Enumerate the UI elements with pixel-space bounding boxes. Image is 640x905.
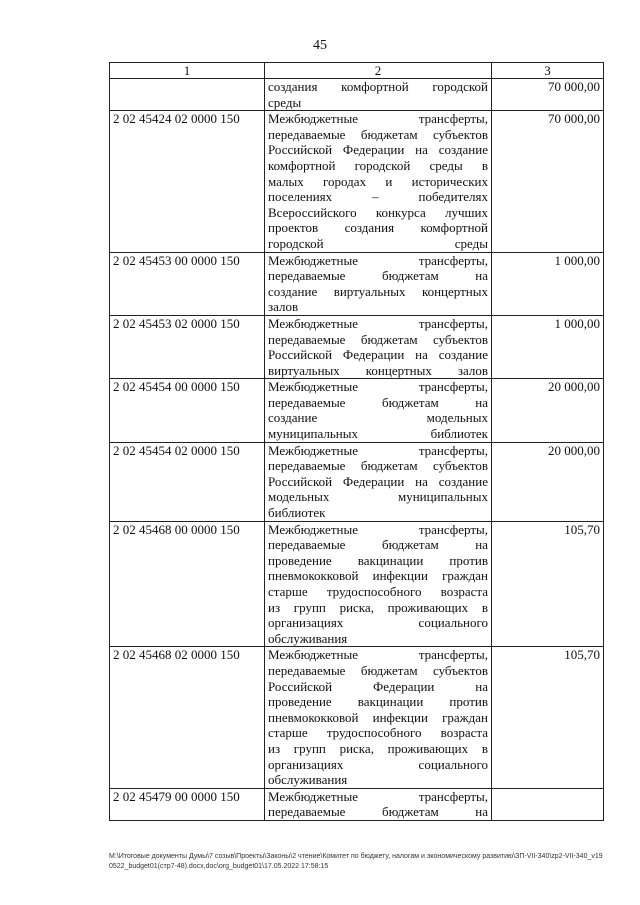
description-line: малых городах и исторических: [268, 173, 488, 189]
revenue-description: [265, 788, 492, 820]
budget-code: 2 02 45453 02 0000 150: [110, 315, 265, 378]
description-line: создание виртуальных концертных: [268, 283, 488, 299]
budget-code: 2 02 45453 00 0000 150: [110, 252, 265, 315]
description-line: муниципальных библиотек: [268, 426, 488, 442]
description-line: Межбюджетные трансферты,: [268, 379, 488, 395]
description-line: пневмококковой инфекции граждан: [268, 709, 488, 725]
revenue-description: [265, 442, 492, 521]
budget-table: [109, 62, 604, 821]
description-line: обслуживания: [268, 630, 348, 646]
description-line: обслуживания: [268, 772, 348, 788]
description-line: передаваемые бюджетам субъектов: [268, 458, 488, 474]
table-row: [110, 442, 604, 521]
description-line: организациях социального: [268, 615, 488, 631]
description-line: организациях социального: [268, 756, 488, 772]
description-line: Межбюджетные трансферты,: [268, 788, 488, 804]
description-line: передаваемые бюджетам на: [268, 537, 488, 553]
amount-value: 1 000,00: [492, 315, 604, 378]
page-number: 45: [313, 38, 327, 53]
description-line: Российской Федерации на создание: [268, 473, 488, 489]
description-line: передаваемые бюджетам на: [268, 268, 488, 284]
table-row: [110, 647, 604, 788]
table-header-row: [110, 63, 604, 79]
description-line: Межбюджетные трансферты,: [268, 252, 488, 268]
description-line: Российской Федерации на создание: [268, 347, 488, 363]
description-line: Межбюджетные трансферты,: [268, 315, 488, 331]
amount-value: [492, 788, 604, 820]
revenue-description: [265, 647, 492, 788]
description-line: виртуальных концертных залов: [268, 362, 488, 378]
amount-value: 105,70: [492, 647, 604, 788]
column-header-2: 2: [265, 63, 492, 79]
description-line: Межбюджетные трансферты,: [268, 521, 488, 537]
table-row: [110, 788, 604, 820]
table-row: [110, 315, 604, 378]
amount-value: 70 000,00: [492, 79, 604, 111]
amount-value: 1 000,00: [492, 252, 604, 315]
budget-code: 2 02 45468 02 0000 150: [110, 647, 265, 788]
description-line: модельных муниципальных: [268, 489, 488, 505]
revenue-description: [265, 252, 492, 315]
budget-code: 2 02 45424 02 0000 150: [110, 111, 265, 252]
description-line: Межбюджетные трансферты,: [268, 442, 488, 458]
revenue-description: [265, 111, 492, 252]
amount-value: 70 000,00: [492, 111, 604, 252]
description-line: передаваемые бюджетам субъектов: [268, 126, 488, 142]
description-line: передаваемые бюджетам на: [268, 394, 488, 410]
description-line: из групп риска, проживающих в: [268, 740, 488, 756]
amount-value: 20 000,00: [492, 442, 604, 521]
description-line: старше трудоспособного возраста: [268, 725, 488, 741]
description-line: проведение вакцинации против: [268, 552, 488, 568]
description-line: создание модельных: [268, 410, 488, 426]
revenue-description: [265, 315, 492, 378]
description-line: пневмококковой инфекции граждан: [268, 568, 488, 584]
amount-value: 105,70: [492, 521, 604, 647]
budget-code: 2 02 45454 02 0000 150: [110, 442, 265, 521]
description-line: передаваемые бюджетам субъектов: [268, 331, 488, 347]
description-line: старше трудоспособного возраста: [268, 584, 488, 599]
description-line: поселениях – победителях: [268, 189, 488, 205]
description-line: Межбюджетные трансферты,: [268, 647, 488, 663]
description-line: проведение вакцинации против: [268, 694, 488, 710]
table-row: [110, 79, 604, 111]
description-line: залов: [268, 299, 299, 315]
description-line: Российской Федерации на создание: [268, 142, 488, 158]
table-row: [110, 252, 604, 315]
budget-code: 2 02 45454 00 0000 150: [110, 379, 265, 442]
description-line: городской среды: [268, 235, 488, 251]
column-header-1: 1: [110, 63, 265, 79]
revenue-description: [265, 521, 492, 647]
description-line: передаваемые бюджетам субъектов: [268, 662, 488, 678]
description-line: среды: [268, 94, 302, 110]
table-row: [110, 521, 604, 647]
description-line: создания комфортной городской: [268, 79, 488, 94]
description-line: проектов создания комфортной: [268, 220, 488, 236]
description-line: Межбюджетные трансферты,: [268, 111, 488, 127]
file-path-footer: M:\Итоговые документы Думы\7 созыв\Проекты\Законы\2 чтение\Комитет по бюджету, налогам и экономическому развитию\ЗП-VII-340\zp2-VII-340_v190522_budget01(стр7-48).docx,doc\org_budget01\17.05.2022 17:58:15: [109, 853, 603, 870]
description-line: передаваемые бюджетам на: [268, 804, 488, 820]
budget-code: 2 02 45479 00 0000 150: [110, 788, 265, 820]
table-row: [110, 379, 604, 442]
amount-value: 20 000,00: [492, 379, 604, 442]
budget-code: [110, 79, 265, 111]
budget-code: 2 02 45468 00 0000 150: [110, 521, 265, 647]
column-header-3: 3: [492, 63, 604, 79]
description-line: комфортной городской среды в: [268, 157, 488, 173]
description-line: библиотек: [268, 505, 326, 521]
description-line: из групп риска, проживающих в: [268, 599, 488, 615]
revenue-description: [265, 379, 492, 442]
table-row: [110, 111, 604, 252]
description-line: Российской Федерации на: [268, 678, 488, 694]
description-line: Всероссийского конкурса лучших: [268, 204, 488, 220]
revenue-description: [265, 79, 492, 111]
